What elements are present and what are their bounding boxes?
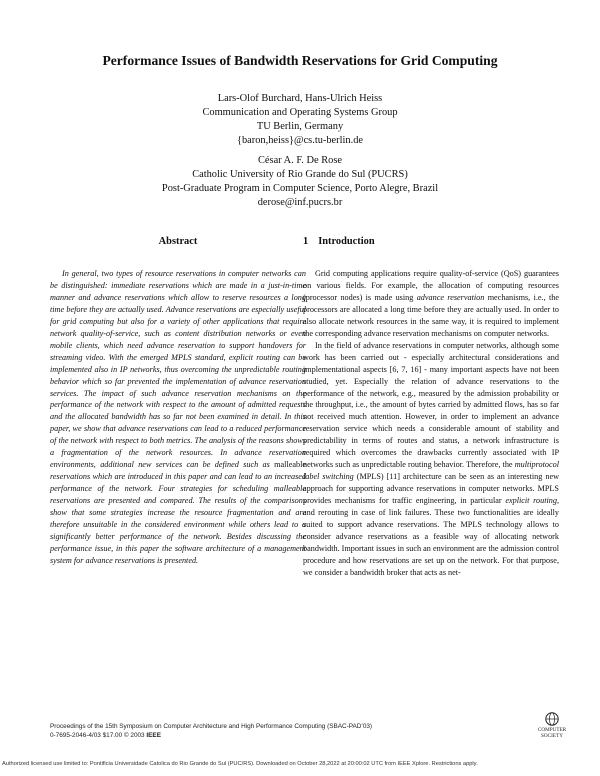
introduction-body [303, 268, 559, 579]
ieee-label: IEEE [146, 732, 161, 739]
abstract-paragraph: In general, two types of resource reservations in computer networks can be distinguished: immediate reservations which are made in a just-in-time manner and advance reservations which allow to reserve resources a long time before they are actually used. Advance reservations are especially useful for grid computing but also for a variety of other applications that require network quality-of-service, such as content distribution networks or even mobile clients, which need advance reservation to support handovers for streaming video. With the emerged MPLS standard, explicit routing can be implemented also in IP networks, thus overcoming the unpredictable routing behavior which so far prevented the implementation of advance reservation services. The impact of such advance reservation mechanisms on the performance of the network with respect to the amount of admitted requests and the allocated bandwidth has so far not been examined in detail. In this paper, we show that advance reservations can lead to a reduced performance of the network with respect to both metrics. The analysis of the reasons shows a fragmentation of the network resources. In advance reservation environments, additional new services can be defined such as malleable reservations which are introduced in this paper and can lead to an increased performance of the network. Four strategies for scheduling malleable reservations are presented and compared. The results of the comparisons show that some strategies increase the resource fragmentation and are therefore unsuitable in the considered environment while others lead to a significantly better performance of the network. Besides discussing the performance issue, in this paper the software architecture of a management system for advance reservations is presented. [50, 269, 306, 565]
proceedings-line: Proceedings of the 15th Symposium on Computer Architecture and High Performance Computing (SBAC-PAD’03) [50, 723, 373, 730]
introduction-heading [303, 236, 559, 250]
section-number: 1 [303, 236, 309, 247]
computer-society-logo [527, 712, 577, 739]
isbn-line: 0-7695-2046-4/03 $17.00 © 2003 IEEE [50, 732, 161, 739]
malleable-term: malleable [274, 460, 306, 470]
author-name-2: César A. F. De Rose [257, 155, 343, 166]
logo-text-society: SOCIETY [541, 733, 563, 739]
author-institution: TU Berlin, Germany [256, 121, 344, 132]
abstract-heading: Abstract [158, 236, 198, 247]
author-group: Communication and Operating Systems Group [202, 107, 398, 118]
page-footer [50, 722, 372, 740]
right-column [303, 236, 559, 579]
intro-paragraph-2: In the field of advance reservations in computer networks, although some work has been carried out - especially architectural considerations and implementational aspects [6, 7, 16] - many important aspects have not been studied, yet. Especially the relation of advance reservations to the performance of the network, e.g., measured by the admission probability or the throughput, i.e., the amount of bytes carried by admitted flows, has so far not received much attention. However, in order to implement an advance reservation service which needs a considerable amount of stability and predictability in terms of routes and status, a network infrastructure is required which overcomes the drawbacks currently associated with IP networks such as unpredictable routing behavior. Therefore, the multiprotocol label switching (MPLS) [11] architecture can be seen as an interesting new approach for supporting advance reservations in computer networks. MPLS provides mechanisms for traffic engineering, in particular explicit routing, and rerouting in case of link failures. These two functionalities are ideally suited to support advance reservations. The MPLS technology allows to consider advance reservations as a feasible way of allocating network bandwidth. Important issues in such an environment are the admission control procedure and how reservations are set up on the network. For that purpose, we consider a bandwidth broker that acts as net- [303, 340, 560, 577]
abstract-body [50, 268, 306, 567]
license-notice: Authorized licensed use limited to: Pontificia Universidade Catolica do Rio Grande do Sul (PUC/RS). Downloaded on October 28,2022 at 20:00:02 UTC from IEEE Xplore. Restrictions apply. [2, 761, 478, 767]
author-info [0, 92, 600, 210]
logo-text-computer: COMPUTER [537, 727, 567, 733]
left-column [50, 236, 309, 567]
section-title: Introduction [318, 236, 375, 247]
society-emblem-icon [544, 712, 560, 726]
author-institution-2: Catholic University of Rio Grande do Sul (PUCRS) [192, 169, 408, 180]
author-names: Lars-Olof Burchard, Hans-Ulrich Heiss [217, 93, 383, 104]
author-email-2: derose@inf.pucrs.br [257, 197, 343, 208]
author-email: {baron,heiss}@cs.tu-berlin.de [236, 135, 364, 146]
author-program-2: Post-Graduate Program in Computer Science, Porto Alegre, Brazil [161, 183, 439, 194]
intro-paragraph-1: Grid computing applications require quality-of-service (QoS) guarantees on various fields. For example, the allocation of computing resources (processor nodes) is made using advance reservation mechanisms, i.e., the processors are allocated a long time before they are actually used. In order to also allocate network resources in the same way, it is required to implement the corresponding advance reservation mechanisms on computer networks. [303, 269, 559, 338]
paper-title: Performance Issues of Bandwidth Reservations for Grid Computing [102, 53, 498, 68]
